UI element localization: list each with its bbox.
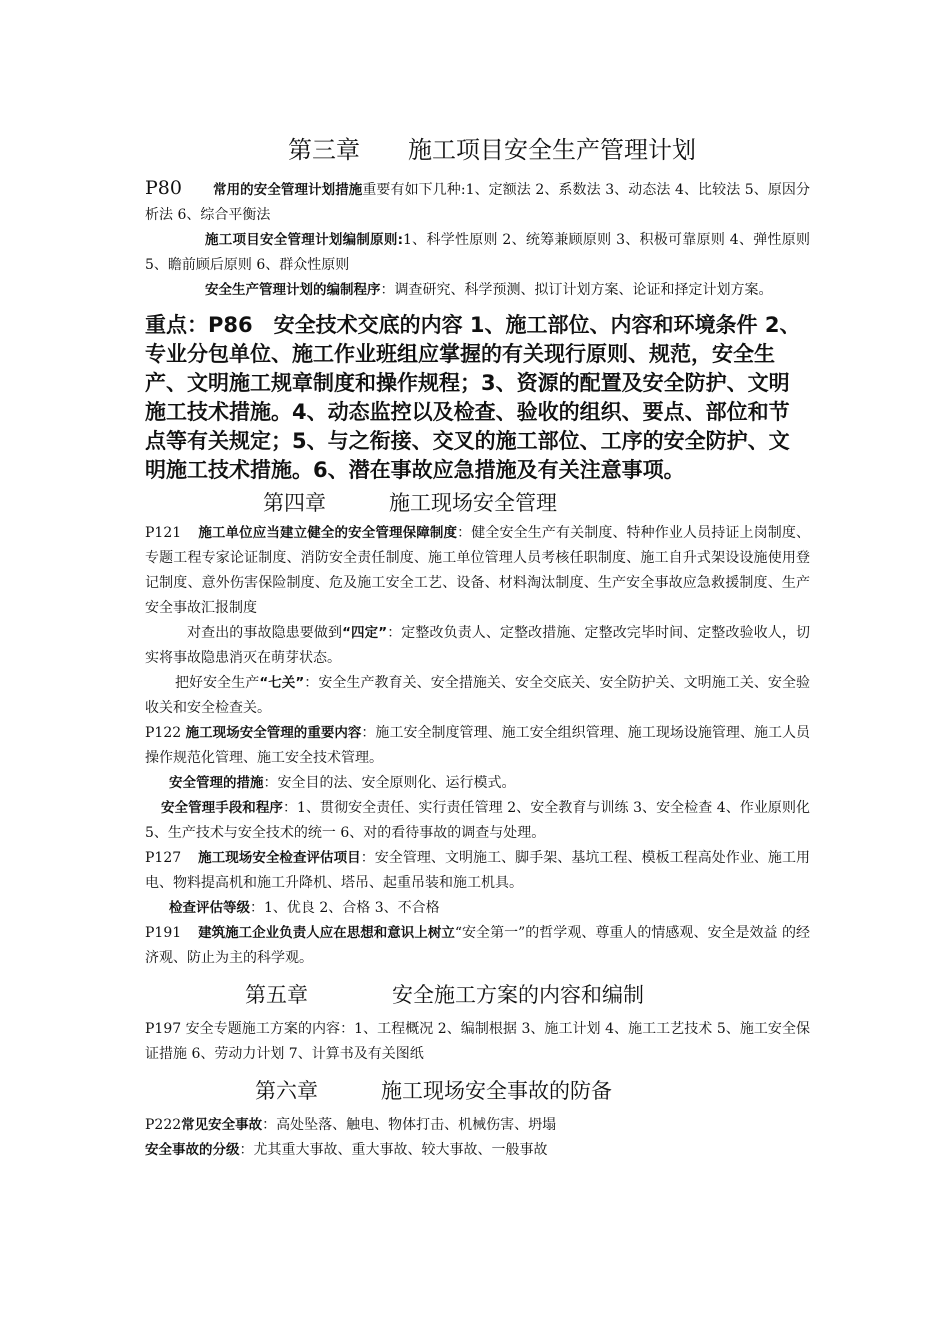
qg-paragraph — [145, 671, 810, 721]
p191-label: P191 — [145, 925, 182, 941]
p127-title: 施工现场安全检查评估项目 — [198, 850, 361, 866]
chapter5-title: 第五章 安全施工方案的内容和编制 — [245, 983, 644, 1007]
shouduan-paragraph — [145, 796, 810, 846]
p127-text: ：安全管理、文明施工、脚手架、基坑工程、模板工程高处作业、施工用电、物料提高机和施工升降机、塔吊、起重吊装和施工机具。 — [145, 850, 811, 891]
procedure-title: 安全生产管理计划的编制程序 — [205, 282, 381, 298]
grade-title: 安全事故的分级 — [145, 1142, 240, 1158]
chapter4-title: 第四章 施工现场安全管理 — [263, 491, 557, 515]
principles-paragraph — [145, 228, 810, 278]
cuoshi-paragraph — [145, 771, 810, 796]
p222-title: 常见安全事故 — [181, 1117, 263, 1133]
p197-paragraph: P197 安全专题施工方案的内容：1、工程概况 2、编制根据 3、施工计划 4、施工工艺技术 5、施工安全保证措施 6、劳动力计划 7、计算书及有关图纸 — [145, 1021, 810, 1062]
dengji-paragraph — [145, 896, 810, 921]
sid-paragraph — [145, 621, 810, 671]
procedure-text: ：调查研究、科学预测、拟订计划方案、论证和择定计划方案。 — [380, 282, 773, 298]
dengji-text: ：1、优良 2、合格 3、不合格 — [250, 900, 440, 916]
chapter6-title: 第六章 施工现场安全事故的防备 — [255, 1079, 612, 1103]
p121-label: P121 — [145, 525, 182, 541]
p80-label: P80 — [145, 177, 182, 199]
p191-text: “安全第一”的哲学观、尊重人的情感观、安全是效益 的经济观、防止为主的科学观。 — [145, 925, 811, 966]
grade-text: ：尤其重大事故、重大事故、较大事故、一般事故 — [239, 1142, 548, 1158]
p121-text: ：健全安全生产有关制度、特种作业人员持证上岗制度、专题工程专家论证制度、消防安全责任制度、施工单位管理人员考核任职制度、施工自升式架设设施使用登记制度、意外伤害保险制度、危及施工安全工艺、设备、材料淘汰制度、生产安全事故应急救援制度、生产安全事故汇报制度 — [145, 525, 811, 616]
p121-title: 施工单位应当建立健全的安全管理保障制度 — [198, 525, 458, 541]
sid-pre: 对查出的事故隐患要做到 — [187, 625, 343, 641]
principles-text: 1、科学性原则 2、统筹兼顾原则 3、积极可靠原则 4、弹性原则 5、瞻前顾后原则 6、群众性原则 — [145, 232, 810, 273]
p80-paragraph — [145, 176, 810, 228]
key-points-paragraph: 重点：P86 安全技术交底的内容 1、施工部位、内容和环境条件 2、专业分包单位、施工作业班组应掌握的有关现行原则、规范，安全生产、文明施工规章制度和操作规程；3、资源的配置及安全防护、文明施工技术措施。4、动态监控以及检查、验收的组织、要点、部位和节点等有关规定；5、与之衔接、交叉的施工部位、工序的安全防护、文明施工技术措施。6、潜在事故应急措施及有关注意事项。 — [145, 313, 801, 482]
shouduan-title: 安全管理手段和程序 — [161, 800, 283, 816]
principles-title: 施工项目安全管理计划编制原则: — [205, 232, 404, 248]
qg-pre: 把好安全生产 — [175, 675, 260, 691]
p222-paragraph — [145, 1113, 810, 1138]
shouduan-text: ：1、贯彻安全责任、实行责任管理 2、安全教育与训练 3、安全检查 4、作业原则化 5、生产技术与安全技术的统一 6、对的看待事故的调查与处理。 — [145, 800, 810, 841]
p191-title: 建筑施工企业负责人应在思想和意识上树立 — [198, 925, 455, 941]
p122-label: P122 — [145, 725, 182, 741]
cuoshi-title: 安全管理的措施 — [169, 775, 264, 791]
qg-title: “七关” — [259, 675, 305, 691]
measures-title: 常用的安全管理计划措施 — [213, 182, 363, 198]
p122-paragraph — [145, 721, 810, 771]
procedure-paragraph — [145, 278, 810, 303]
p222-label: P222 — [145, 1117, 182, 1133]
p121-paragraph — [145, 521, 810, 621]
grade-paragraph — [145, 1138, 810, 1163]
p122-title: 施工现场安全管理的重要内容 — [185, 725, 362, 741]
qg-text: ：安全生产教育关、安全措施关、安全交底关、安全防护关、文明施工关、安全验收关和安全检查关。 — [145, 675, 811, 716]
cuoshi-text: ：安全目的法、安全原则化、运行模式。 — [263, 775, 516, 791]
measures-text: 重要有如下几种:1、定额法 2、系数法 3、动态法 4、比较法 5、原因分析法 6、综合平衡法 — [145, 182, 811, 223]
chapter3-title: 第三章 施工项目安全生产管理计划 — [288, 136, 696, 164]
p127-paragraph — [145, 846, 810, 896]
p222-text: ：高处坠落、触电、物体打击、机械伤害、坍塌 — [262, 1117, 557, 1133]
dengji-title: 检查评估等级 — [169, 900, 250, 916]
document-page — [145, 128, 810, 1163]
sid-title: “四定” — [342, 625, 388, 641]
sid-text: ：定整改负责人、定整改措施、定整改完毕时间、定整改验收人，切实将事故隐患消灭在萌芽状态。 — [145, 625, 811, 666]
p127-label: P127 — [145, 850, 182, 866]
p122-text: ：施工安全制度管理、施工安全组织管理、施工现场设施管理、施工人员操作规范化管理、施工安全技术管理。 — [145, 725, 811, 766]
p191-paragraph — [145, 921, 810, 971]
